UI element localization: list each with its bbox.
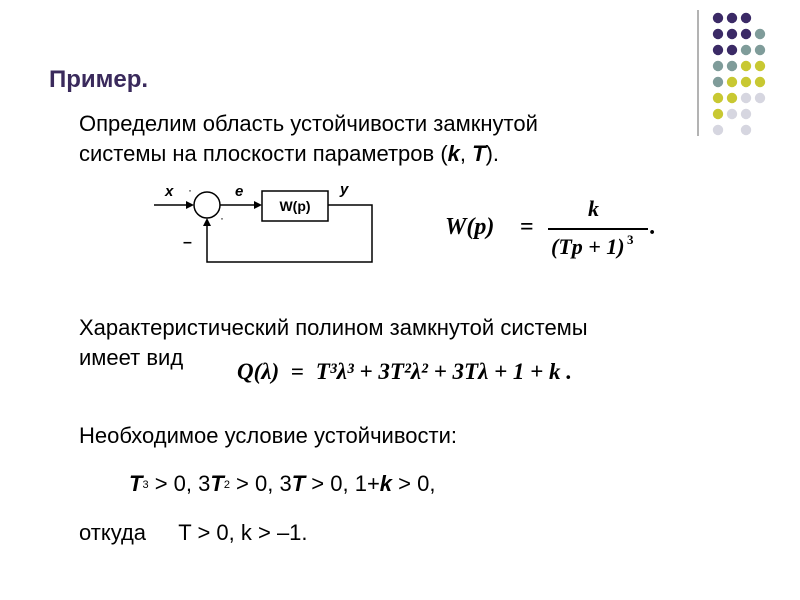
decorative-dot xyxy=(727,109,737,119)
param-separator: , xyxy=(459,141,473,166)
decorative-dot xyxy=(713,77,723,87)
decorative-dot xyxy=(741,125,751,135)
decorative-dot xyxy=(713,61,723,71)
text-line-5: Необходимое условие устойчивости: xyxy=(79,423,457,448)
text-line-7 xyxy=(79,518,308,548)
decorative-dot xyxy=(755,61,765,71)
cond1-var: T xyxy=(129,471,143,496)
polynomial xyxy=(237,359,572,385)
poly-equals: = xyxy=(290,359,304,384)
decorative-dot xyxy=(741,109,751,119)
tf-equals: = xyxy=(520,214,534,240)
decorative-dot xyxy=(713,125,723,135)
cond2-rest: > 0, 3 xyxy=(229,471,292,496)
minus-sign: – xyxy=(183,234,192,251)
input-arrow xyxy=(186,201,194,209)
param-T: T xyxy=(472,141,486,166)
cond4-rest: > 0, xyxy=(392,471,436,496)
decorative-dot xyxy=(727,45,737,55)
decorative-dot xyxy=(727,61,737,71)
cond3-rest: > 0, 1+ xyxy=(305,471,380,496)
conclusion-prefix: откуда xyxy=(79,520,147,545)
feedback-arrow xyxy=(203,218,211,226)
tf-denominator: (Tp + 1) xyxy=(551,234,625,259)
junction-dot-top: · xyxy=(188,183,192,197)
summing-junction xyxy=(194,192,220,218)
input-label: x xyxy=(165,183,174,200)
poly-rhs: T³λ³ + 3T²λ² + 3Tλ + 1 + k . xyxy=(315,359,573,384)
block-diagram xyxy=(150,180,390,270)
decorative-dot xyxy=(741,61,751,71)
decorative-dot xyxy=(727,77,737,87)
decorative-dot xyxy=(741,45,751,55)
fraction-bar xyxy=(548,228,648,230)
stability-conditions xyxy=(129,469,435,503)
poly-lhs: Q(λ) xyxy=(237,359,280,384)
text-line-2 xyxy=(79,139,499,169)
decorative-dot-grid xyxy=(690,8,790,136)
error-label: e xyxy=(235,183,244,200)
transfer-function xyxy=(445,196,675,270)
decorative-dot xyxy=(727,13,737,23)
decorative-dot xyxy=(727,93,737,103)
output-label: y xyxy=(340,181,349,198)
junction-dot-bottom: · xyxy=(220,211,224,225)
decorative-dot xyxy=(755,93,765,103)
text-line-1: Определим область устойчивости замкнутой xyxy=(79,111,538,136)
block-label: W(p) xyxy=(279,198,311,214)
text-line-2-end: ). xyxy=(485,141,500,166)
decorative-dot xyxy=(755,29,765,39)
text-line-2-start: системы на плоскости параметров ( xyxy=(79,141,448,166)
decorative-dot xyxy=(741,13,751,23)
slide-title: Пример. xyxy=(49,66,149,93)
decorative-dot xyxy=(741,93,751,103)
cond3-var: T xyxy=(291,471,306,496)
param-k: k xyxy=(447,141,460,166)
decorative-dot xyxy=(755,45,765,55)
decorative-dot xyxy=(713,45,723,55)
tf-end: . xyxy=(650,214,656,240)
conclusion-condition: T > 0, k > –1. xyxy=(178,520,308,545)
decorative-dot xyxy=(713,29,723,39)
cond2-var: T xyxy=(210,471,224,496)
cond2-exp: 2 xyxy=(223,479,230,491)
decorative-dot xyxy=(713,13,723,23)
cond1-rest: > 0, 3 xyxy=(148,471,211,496)
text-line-3: Характеристический полином замкнутой системы xyxy=(79,315,588,340)
cond1-exp: 3 xyxy=(142,479,149,491)
tf-lhs: W(p) xyxy=(445,214,495,240)
tf-numerator: k xyxy=(588,196,599,221)
decorative-dot xyxy=(713,109,723,119)
decorative-dot xyxy=(741,29,751,39)
decorative-dot xyxy=(727,29,737,39)
decorative-dot xyxy=(755,77,765,87)
text-line-4: имеет вид xyxy=(79,345,184,370)
decorative-dot xyxy=(741,77,751,87)
decorative-dot xyxy=(713,93,723,103)
error-arrow xyxy=(254,201,262,209)
tf-denominator-exp: 3 xyxy=(627,232,634,247)
cond4-var: k xyxy=(379,471,393,496)
